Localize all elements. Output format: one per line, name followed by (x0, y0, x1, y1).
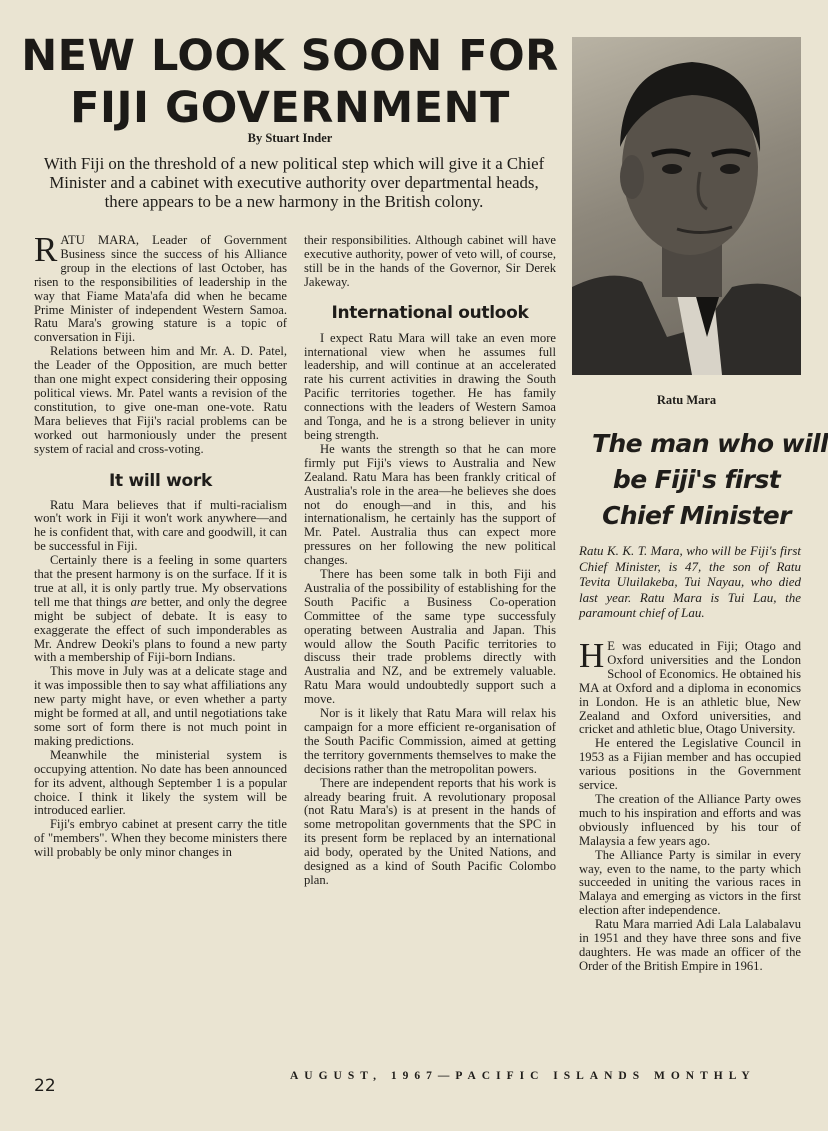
running-footer: AUGUST, 1967—PACIFIC ISLANDS MONTHLY (290, 1070, 756, 1082)
byline: By Stuart Inder (247, 131, 333, 145)
paragraph: Ratu Mara believes that if multi-racialism won't work in Fiji it won't work anywhere—and he is confident that, with care and goodwill, it can be successful in Fiji. (34, 497, 287, 554)
article-column-1 (34, 230, 287, 860)
paragraph: Fiji's embryo cabinet at present carry the title of "members". When they become ministers there will probably be only minor changes in (34, 817, 287, 860)
paragraph: Ratu Mara married Adi Lala Lalabalavu in 1951 and they have three sons and five daughters. He was made an officer of the Order of the British Empire in 1961. (579, 917, 801, 973)
intro-standfirst: With Fiji on the threshold of a new political step which will give it a Chief Minister and a cabinet with executive authority over departmental heads, there appears to be a new harmony in the British colony. (43, 154, 545, 211)
paragraph: This move in July was at a delicate stage and it was impossible then to say what affiliations any new party might have, or even whether a party might be formed at all, and until negotiations take some sort of form there is not much point in making predictions. (34, 664, 287, 748)
portrait-photo (572, 37, 801, 375)
paragraph: I expect Ratu Mara will take an even more international view when he assumes full leadership, and will continue at an accelerated rate his current activities in drawing the South Pacific territories together. He has family connections with the leaders of Western Samoa and Tonga, and he is a strong believer in unity being strength. (304, 330, 556, 442)
paragraph: Nor is it likely that Ratu Mara will relax his campaign for a more efficient re-organisation of the South Pacific Commission, aimed at getting the territory governments themselves to make the decisions rather than the metropolitan powers. (304, 706, 556, 776)
drop-cap: H (579, 636, 605, 675)
sidebar-column (579, 636, 801, 974)
headline (20, 30, 560, 134)
paragraph: The Alliance Party is similar in every way, even to the name, to the party which succeeded in uniting the various races in Malaya and emerging as victors in the first election after independence. (579, 847, 801, 918)
sidebar-headline: The man who will be Fiji's first Chief Minister (592, 429, 828, 530)
drop-cap: R (34, 230, 58, 269)
paragraph: RATU MARA, Leader of Government Business since the success of his Alliance group in the elections of last October, has risen to the responsibilities of leadership in the way that Fiame Mata'afa did when he became Prime Minister of independent Western Samoa. Ratu Mara's growing stature is a topic of conversation in Fiji. (34, 230, 287, 345)
headline-line-1: NEW LOOK SOON FOR (21, 31, 559, 81)
paragraph: There are independent reports that his work is already bearing fruit. A revolutionary proposal (not Ratu Mara's) is at present in the hands of some metropolitan governments that the SPC in its present form be replaced by an international aid body, operated by the United Nations, and designed as a kind of South Pacific Colombo plan. (304, 775, 556, 887)
subheading: It will work (109, 470, 212, 491)
paragraph: Meanwhile the ministerial system is occupying attention. No date has been announced for its advent, although September 1 is a popular choice. I think it likely the system will be introduced earlier. (34, 747, 287, 818)
paragraph: He entered the Legislative Council in 1953 as a Fijian member and has occupied various positions in the Government service. (579, 736, 801, 793)
paragraph: There has been some talk in both Fiji and Australia of the possibility of establishing for the South Pacific a Business Co-operation Committee of the same type successfuly operating between Australia and Japan. This would allow the South Pacific territories to discuss their trade problems directly with Australia and NZ, and be extremely valuable. Ratu Mara would undoubtedly support such a move. (304, 567, 556, 707)
subheading: International outlook (331, 302, 529, 323)
paragraph: H E was educated in Fiji; Otago and Oxford universities and the London School of Economics. He obtained his MA at Oxford and a diploma in economics in London. He is an athletic blue, New Zealand and Oxford universities, and cricket and athletic blue, Otago University. (579, 636, 801, 737)
photo-caption: Ratu Mara (656, 393, 717, 407)
paragraph: Certainly there is a feeling in some quarters that the present harmony is on the surface. If it is true at all, it is only partly true. My observations tell me that things are better, and only the degree might be subject of debate. It is easy to exaggerate the effect of such imponderables as Mr. Andrew Deoki's plans to found a new party with a membership of Fiji-born Indians. (34, 553, 287, 665)
paragraph: Relations between him and Mr. A. D. Patel, the Leader of the Opposition, are much better than one might expect considering their opposing political views. Mr. Patel wants a revision of the constitution, to give one-man one-vote. Ratu Mara believes that Fiji's racial problems can be worked out harmoniously under the present system of racial and cross-voting. (34, 344, 287, 456)
page-number: 22 (34, 1076, 56, 1096)
paragraph: He wants the strength so that he can more firmly put Fiji's views to Australia and New Zealand. Ratu Mara has been frankly critical of Australia's role in the area—he believes she does not do enough—and in this, and his internationalism, he certainly has the support of Mr. Patel. Australia thus can expect more pressures on her following the new political changes. (304, 441, 556, 568)
paragraph: their responsibilities. Although cabinet will have executive authority, power of veto will, of course, still be in the hands of the Governor, Sir Derek Jakeway. (304, 233, 556, 289)
article-column-2 (304, 234, 556, 888)
portrait-illustration (572, 37, 801, 375)
sidebar-intro: Ratu K. K. T. Mara, who will be Fiji's first Chief Minister, is 47, the son of Ratu Tevita Uluilakeba, Tui Nayau, who died last year. Ratu Mara is Tui Lau, the paramount chief of Lau. (579, 543, 801, 620)
headline-line-2: FIJI GOVERNMENT (70, 83, 510, 133)
paragraph: The creation of the Alliance Party owes much to his inspiration and efforts and was obviously influenced by his tour of Malaysia a few years ago. (579, 791, 801, 848)
